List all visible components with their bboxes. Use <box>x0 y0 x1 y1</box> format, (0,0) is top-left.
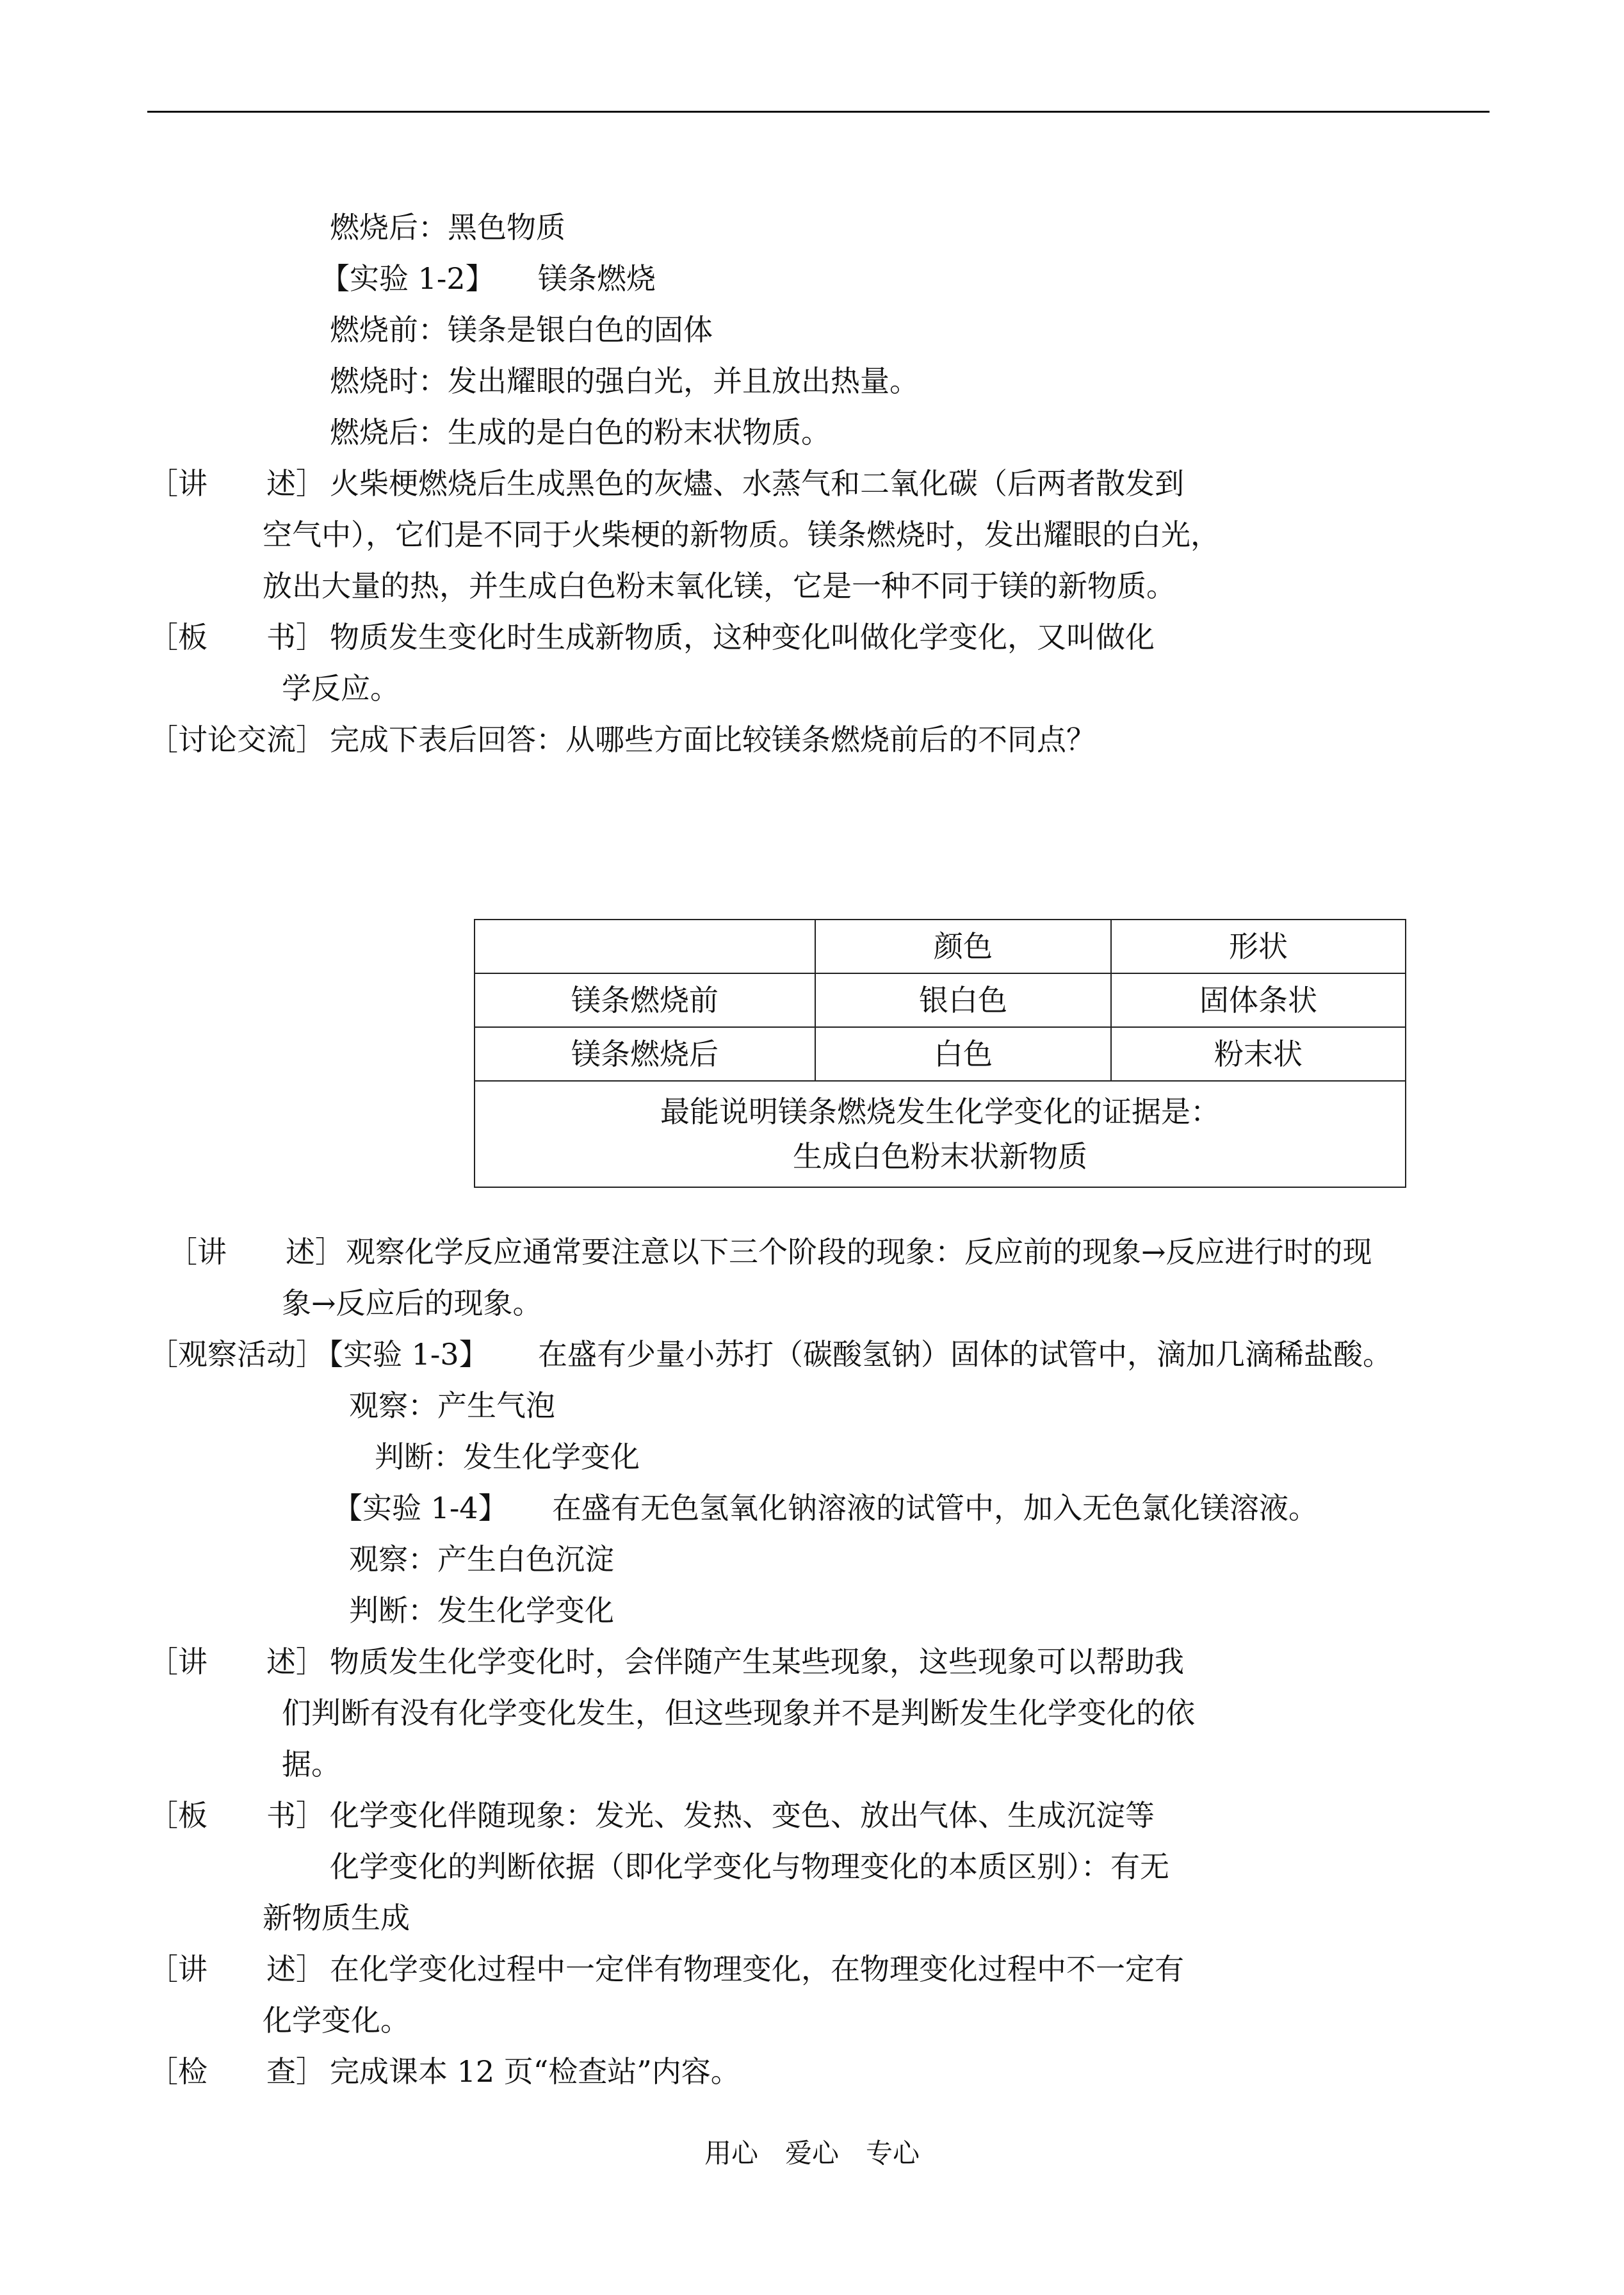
text-line: 象→反应后的现象。 <box>282 1286 542 1320</box>
table-cell: 固体条状 <box>1111 973 1406 1027</box>
table-cell: 白色 <box>815 1027 1111 1081</box>
section-tag: ［讲 述］ <box>149 466 325 501</box>
text-line: 观察化学反应通常要注意以下三个阶段的现象：反应前的现象→反应进行时的现 <box>346 1235 1372 1269</box>
table-cell: 银白色 <box>815 973 1111 1027</box>
section-tag: ［讲 述］ <box>149 1952 325 1986</box>
text-line: 燃烧后：生成的是白色的粉末状物质。 <box>330 415 831 450</box>
experiment-label: 【实验 1-3】 <box>314 1337 489 1372</box>
experiment-label: 【实验 1-2】 <box>320 261 495 296</box>
text-line: 在化学变化过程中一定伴有物理变化，在物理变化过程中不一定有 <box>330 1952 1184 1986</box>
table-header-cell: 颜色 <box>815 920 1111 973</box>
text-line: 据。 <box>282 1747 341 1781</box>
section-tag: ［讨论交流］ <box>149 722 325 757</box>
evidence-value: 生成白色粉末状新物质 <box>793 1139 1087 1174</box>
text-line: 空气中），它们是不同于火柴梗的新物质。镁条燃烧时，发出耀眼的白光， <box>263 517 1220 552</box>
text-line: 完成课本 12 页“检查站”内容。 <box>330 2054 740 2089</box>
experiment-title: 镁条燃烧 <box>538 261 656 296</box>
text-line: 物质发生变化时生成新物质，这种变化叫做化学变化，又叫做化 <box>330 620 1155 654</box>
table-cell: 镁条燃烧后 <box>475 1027 815 1081</box>
table-header-cell: 形状 <box>1111 920 1406 973</box>
text-line: 燃烧后：黑色物质 <box>330 210 565 245</box>
text-line: 化学变化。 <box>263 2003 410 2038</box>
text-line: 们判断有没有化学变化发生，但这些现象并不是判断发生化学变化的依 <box>282 1696 1195 1730</box>
section-tag: ［讲 述］ <box>149 1644 325 1679</box>
table-header-row <box>475 920 1406 973</box>
text-line: 学反应。 <box>282 671 400 706</box>
table-header-cell <box>475 920 815 973</box>
text-line: 燃烧前：镁条是银白色的固体 <box>330 312 713 347</box>
table-row <box>475 1027 1406 1081</box>
text-line: 观察：产生白色沉淀 <box>349 1542 614 1577</box>
text-line: 物质发生化学变化时，会伴随产生某些现象，这些现象可以帮助我 <box>330 1644 1184 1679</box>
text-line: 燃烧时：发出耀眼的强白光，并且放出热量。 <box>330 364 919 398</box>
text-line: 化学变化伴随现象：发光、发热、变色、放出气体、生成沉淀等 <box>330 1798 1155 1833</box>
text-line: 化学变化的判断依据（即化学变化与物理变化的本质区别）：有无 <box>330 1849 1169 1884</box>
text-line: 新物质生成 <box>263 1901 410 1935</box>
table-cell: 镁条燃烧前 <box>475 973 815 1027</box>
header-rule <box>147 111 1490 113</box>
comparison-table <box>474 919 1406 1188</box>
text-line: 观察：产生气泡 <box>349 1388 555 1423</box>
text-line: 在盛有无色氢氧化钠溶液的试管中，加入无色氯化镁溶液。 <box>552 1491 1318 1525</box>
table-cell: 粉末状 <box>1111 1027 1406 1081</box>
page-footer: 用心 爱心 专心 <box>704 2137 920 2169</box>
text-line: 火柴梗燃烧后生成黑色的灰燼、水蒸气和二氧化碳（后两者散发到 <box>330 466 1184 501</box>
table-row <box>475 973 1406 1027</box>
section-tag: ［讲 述］ <box>168 1235 345 1269</box>
section-tag: ［板 书］ <box>149 620 325 654</box>
text-line: 完成下表后回答：从哪些方面比较镁条燃烧前后的不同点？ <box>330 722 1096 757</box>
text-line: 在盛有少量小苏打（碳酸氢钠）固体的试管中，滴加几滴稀盐酸。 <box>538 1337 1392 1372</box>
evidence-cell <box>475 1081 1406 1187</box>
text-line: 判断：发生化学变化 <box>349 1593 614 1628</box>
section-tag: ［检 查］ <box>149 2054 325 2089</box>
evidence-label: 最能说明镁条燃烧发生化学变化的证据是： <box>660 1094 1220 1129</box>
text-line: 放出大量的热，并生成白色粉末氧化镁，它是一种不同于镁的新物质。 <box>263 569 1176 603</box>
section-tag: ［板 书］ <box>149 1798 325 1833</box>
text-line: 判断：发生化学变化 <box>375 1439 640 1474</box>
table-evidence-row <box>475 1081 1406 1187</box>
section-tag: ［观察活动］ <box>149 1337 325 1372</box>
experiment-label: 【实验 1-4】 <box>333 1491 508 1525</box>
